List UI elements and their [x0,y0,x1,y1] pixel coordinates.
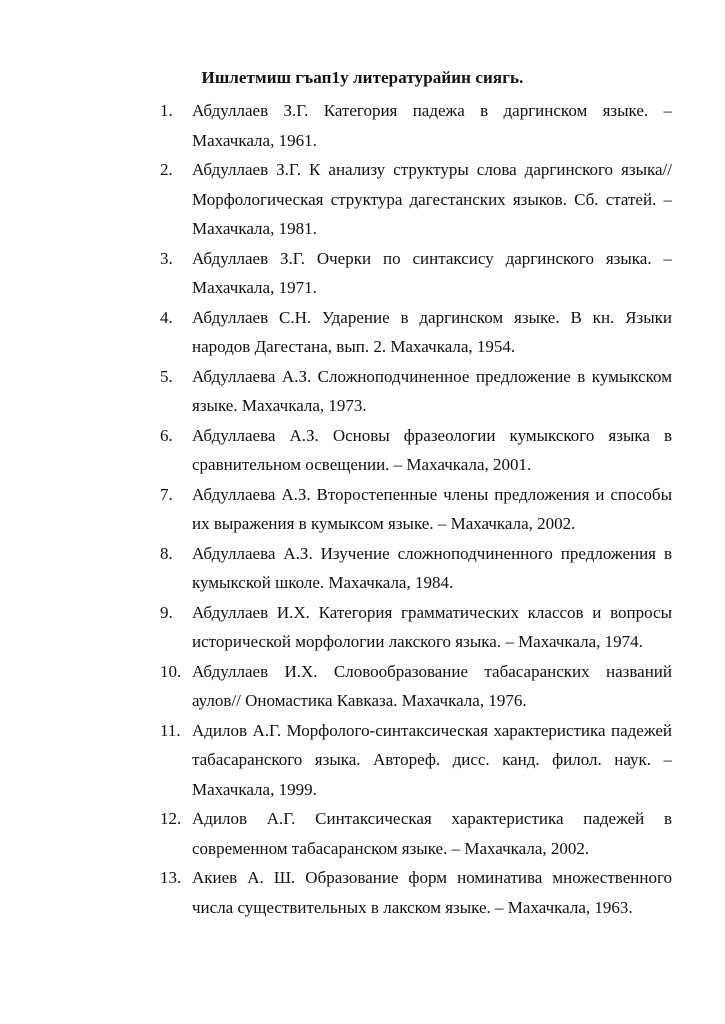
reference-item [160,598,672,657]
reference-item [160,155,672,244]
reference-text: Абдуллаева А.З. Изучение сложноподчиненного предложения в кумыкской школе. Махачкала, 1984. [192,543,672,592]
reference-item [160,804,672,863]
reference-text: Абдуллаев З.Г. Очерки по синтаксису даргинского языка. – Махачкала, 1971. [192,248,672,297]
reference-number: 6. [160,425,173,445]
reference-text: Акиев А. Ш. Образование форм номинатива множественного числа существительных в лакском языке. – Махачкала, 1963. [192,868,672,917]
reference-text: Адилов А.Г. Морфолого-синтаксическая характеристика падежей табасаранского языка. Автореф. дисс. канд. филол. наук. – Махачкала, 1999. [192,720,672,799]
reference-text: Абдуллаева А.З. Второстепенные члены предложения и способы их выражения в кумыксом языке. – Махачкала, 2002. [192,484,672,533]
page-title: Ишлетмиш гъап1у литературайин сиягь. [201,68,524,87]
reference-item [160,716,672,805]
reference-text: Абдуллаев И.Х. Категория грамматических классов и вопросы исторической морфологии лакского языка. – Махачкала, 1974. [192,602,672,651]
reference-item [160,96,672,155]
reference-number: 5. [160,366,173,386]
reference-number: 4. [160,307,173,327]
reference-text: Абдуллаев И.Х. Словообразование табасаранских названий аулов// Ономастика Кавказа. Махачкала, 1976. [192,661,672,710]
reference-item [160,863,672,922]
reference-item [160,480,672,539]
reference-item [160,362,672,421]
reference-number: 11. [160,720,181,740]
reference-number: 10. [160,661,182,681]
reference-number: 12. [160,809,182,828]
reference-item [160,421,672,480]
reference-number: 13. [160,868,182,887]
reference-number: 7. [160,484,173,504]
reference-number: 9. [160,602,173,622]
reference-number: 2. [160,160,173,179]
reference-text: Абдуллаев С.Н. Ударение в даргинском языке. В кн. Языки народов Дагестана, вып. 2. Махачкала, 1954. [192,307,672,356]
reference-item [160,657,672,716]
reference-number: 8. [160,543,173,563]
reference-text: Абдуллаев З.Г. К анализу структуры слова даргинского языка//Морфологическая структура дагестанских языков. Сб. статей. – Махачкала, 1981. [192,160,672,238]
reference-text: Абдуллаева А.З. Основы фразеологии кумыкского языка в сравнительном освещении. – Махачкала, 2001. [192,425,672,474]
reference-text: Абдуллаева А.З. Сложноподчиненное предложение в кумыкском языке. Махачкала, 1973. [192,366,672,415]
reference-item [160,303,672,362]
reference-number: 1. [160,101,173,120]
reference-item [160,244,672,303]
reference-number: 3. [160,248,173,268]
reference-list [160,96,672,922]
reference-text: Абдуллаев З.Г. Категория падежа в даргинском языке. – Махачкала, 1961. [192,101,672,150]
reference-item [160,539,672,598]
reference-text: Адилов А.Г. Синтаксическая характеристика падежей в современном табасаранском языке. – Махачкала, 2002. [192,809,672,858]
